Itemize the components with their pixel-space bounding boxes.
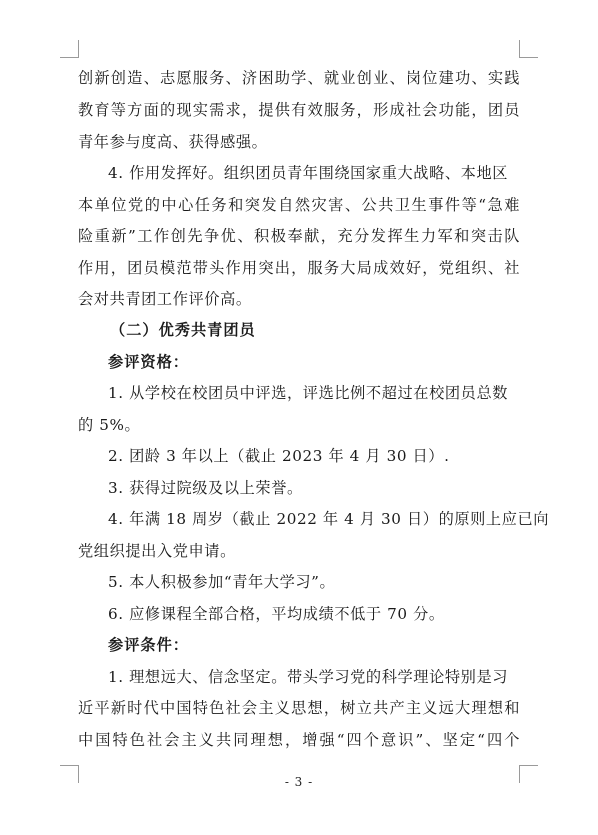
conditions-item-continuation: 中国特色社会主义共同理想，增强“四个意识”、坚定“四个: [78, 731, 520, 749]
paragraph-line: 本单位党的中心任务和突发自然灾害、公共卫生事件等“急难: [78, 196, 520, 214]
paragraph-line: 险重新”工作创先争优、积极奉献，充分发挥生力军和突击队: [78, 227, 520, 245]
paragraph-line: 创新创造、志愿服务、济困助学、就业创业、岗位建功、实践: [78, 69, 520, 87]
conditions-item: 1. 理想远大、信念坚定。带头学习党的科学理论特别是习: [108, 668, 509, 686]
paragraph-line: 4. 作用发挥好。组织团员青年围绕国家重大战略、本地区: [108, 164, 509, 182]
eligibility-heading: 参评资格：: [108, 353, 189, 371]
eligibility-item: 3. 获得过院级及以上荣誉。: [108, 479, 303, 497]
eligibility-item: 6. 应修课程全部合格，平均成绩不低于 70 分。: [108, 605, 445, 623]
conditions-item-continuation: 近平新时代中国特色社会主义思想，树立共产主义远大理想和: [78, 699, 520, 717]
paragraph-line: 教育等方面的现实需求，提供有效服务，形成社会功能，团员: [78, 101, 520, 119]
paragraph-line: 青年参与度高、获得感强。: [78, 133, 268, 151]
page-number: - 3 -: [284, 775, 314, 789]
section-heading: （二）优秀共青团员: [110, 321, 256, 339]
eligibility-item-continuation: 党组织提出入党申请。: [78, 542, 236, 560]
paragraph-line: 作用，团员模范带头作用突出，服务大局成效好，党组织、社: [78, 259, 520, 277]
eligibility-item: 4. 年满 18 周岁（截止 2022 年 4 月 30 日）的原则上应已向: [108, 510, 550, 528]
eligibility-item: 1. 从学校在校团员中评选，评选比例不超过在校团员总数: [108, 384, 509, 402]
paragraph-line: 会对共青团工作评价高。: [78, 290, 252, 308]
eligibility-item-continuation: 的 5%。: [78, 416, 141, 434]
eligibility-item: 5. 本人积极参加“青年大学习”。: [108, 573, 336, 591]
eligibility-item: 2. 团龄 3 年以上（截止 2023 年 4 月 30 日）.: [108, 447, 450, 465]
conditions-heading: 参评条件：: [108, 636, 189, 654]
